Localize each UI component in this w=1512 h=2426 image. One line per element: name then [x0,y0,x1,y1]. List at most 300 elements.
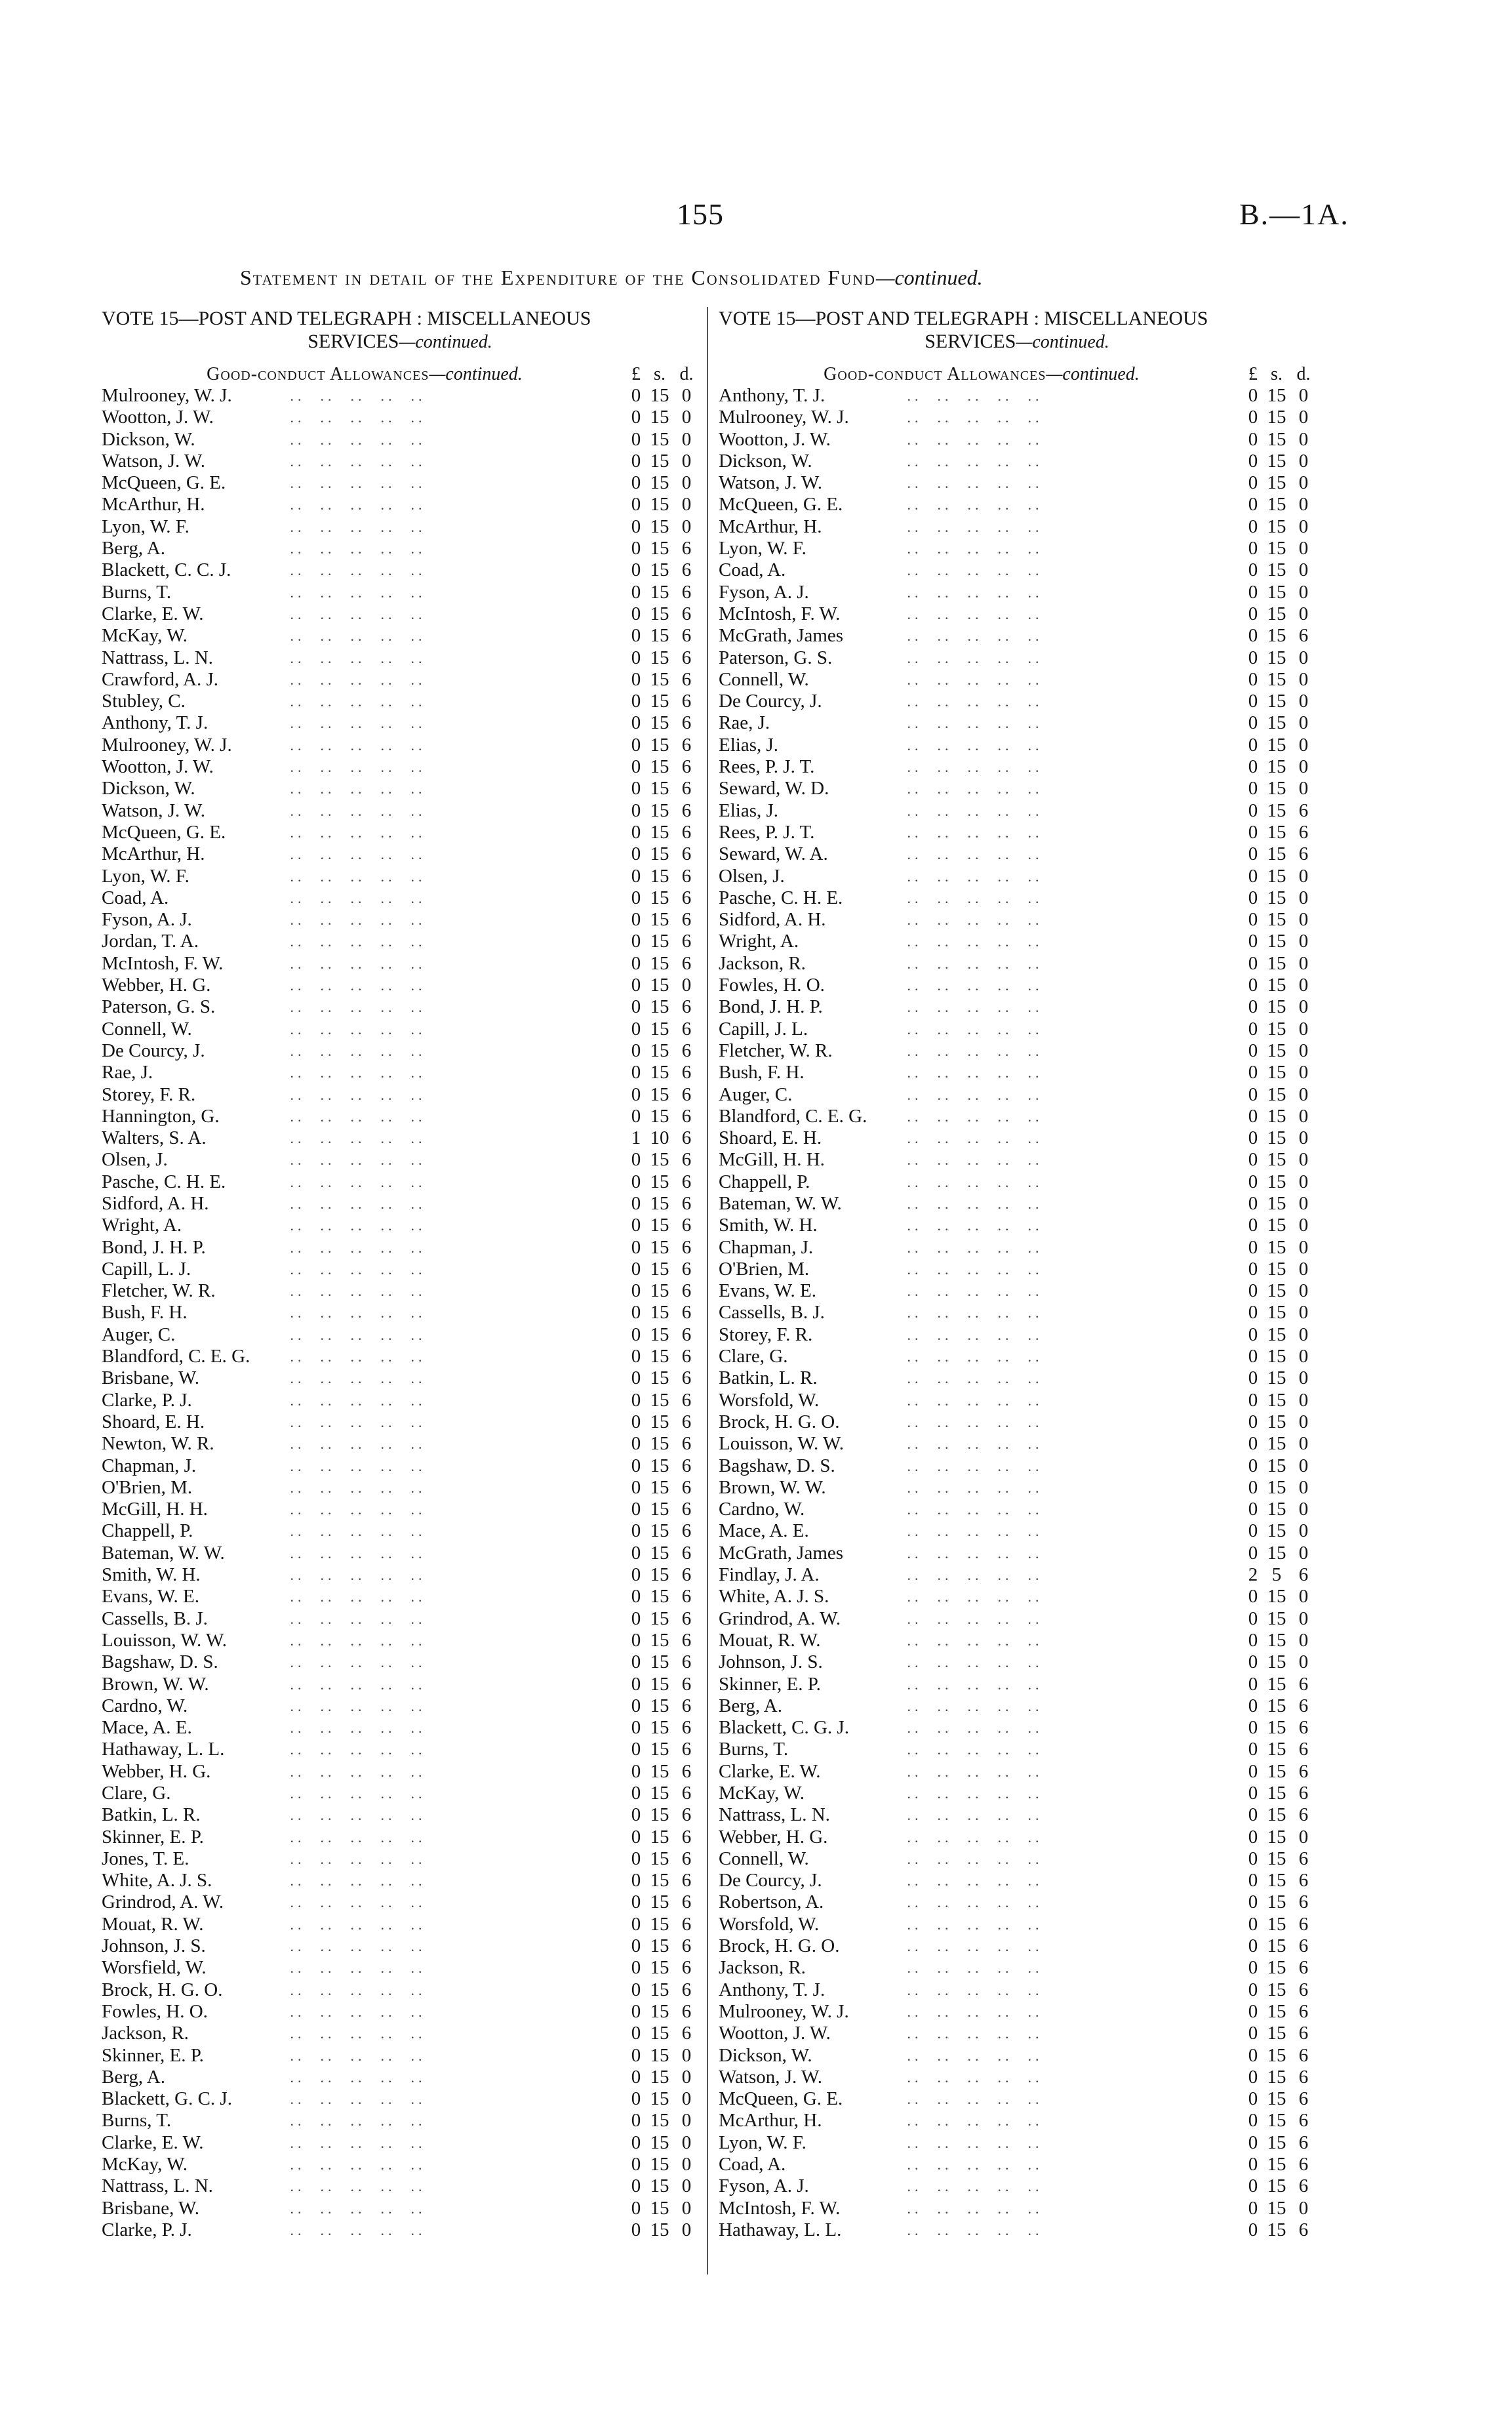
pounds-value: 0 [1248,538,1258,559]
shillings-value: 15 [1267,1476,1286,1498]
table-row [102,472,698,494]
pence-value: 6 [1298,1717,1309,1739]
payee-name: Elias, J. [719,734,779,756]
shillings-value: 15 [1267,1891,1286,1913]
pence-value: 6 [681,1346,692,1367]
table-row [102,2175,698,2197]
pounds-value: 0 [1248,516,1258,537]
table-row [102,2198,698,2219]
pounds-value: 0 [1248,799,1258,821]
payee-name: Mulrooney, W. J. [102,385,232,406]
table-row [719,1259,1315,1280]
pence-value: 0 [681,407,692,428]
pence-value: 0 [681,975,692,996]
pounds-value: 0 [631,1258,641,1280]
pence-value: 6 [681,1389,692,1411]
shillings-value: 15 [650,1760,669,1782]
pence-value: 6 [1298,799,1309,821]
leader-dots: .. .. .. .. .. [283,431,426,448]
shillings-value: 15 [1267,734,1286,756]
shillings-value: 15 [650,1891,669,1913]
pounds-value: 0 [1248,1280,1258,1302]
pence-value: 6 [681,691,692,712]
table-row [719,1390,1315,1411]
payee-name: Clarke, E. W. [719,1760,821,1782]
payee-name: Coad, A. [102,887,169,908]
table-row [719,2219,1315,2241]
payee-name: Brock, H. G. O. [102,1979,223,2000]
pounds-value: 0 [631,1083,641,1105]
table-row [719,625,1315,647]
shillings-value: 15 [1267,2044,1286,2066]
leader-dots: .. .. .. .. .. [283,1676,426,1693]
table-row [719,1608,1315,1630]
table-row [719,1827,1315,1848]
payee-name: Brown, W. W. [102,1673,209,1695]
pounds-value: 0 [631,494,641,516]
leader-dots: .. .. .. .. .. [900,540,1043,557]
leader-dots: .. .. .. .. .. [283,1981,426,1998]
leader-dots: .. .. .. .. .. [900,1676,1043,1693]
payee-name: Fowles, H. O. [719,975,825,996]
pence-value: 0 [681,2110,692,2132]
table-row [102,1914,698,1935]
shillings-value: 15 [650,1389,669,1411]
shillings-value: 15 [1267,1499,1286,1520]
leader-dots: .. .. .. .. .. [900,1807,1043,1824]
leader-dots: .. .. .. .. .. [900,1436,1043,1453]
pence-value: 6 [681,756,692,778]
shillings-value: 15 [650,516,669,537]
table-row [102,407,698,428]
payee-name: Jackson, R. [719,1957,806,1979]
pence-header: d. [679,363,694,384]
pence-value: 0 [1298,1280,1309,1302]
leader-dots: .. .. .. .. .. [900,2178,1043,2195]
payee-name: Fletcher, W. R. [102,1280,216,1302]
leader-dots: .. .. .. .. .. [283,1436,426,1453]
table-row [719,735,1315,756]
shillings-value: 15 [650,1870,669,1891]
shillings-value: 15 [650,1105,669,1127]
table-row [719,1106,1315,1127]
pounds-value: 0 [1248,407,1258,428]
leader-dots: .. .. .. .. .. [900,759,1043,776]
pounds-value: 0 [1248,2175,1258,2197]
pence-value: 0 [1298,385,1309,406]
page-number: 155 [677,197,724,231]
table-row [102,2132,698,2154]
payee-name: Olsen, J. [719,865,785,887]
section-title-text: Good-conduct Allowances [824,363,1046,384]
shillings-value: 15 [1267,1520,1286,1542]
leader-dots: .. .. .. .. .. [900,431,1043,448]
payee-name: Blackett, G. C. J. [102,2088,232,2110]
shillings-value: 15 [1267,668,1286,690]
pence-value: 6 [681,1083,692,1105]
pence-value: 6 [681,1586,692,1607]
pence-value: 6 [681,996,692,1018]
leader-dots: .. .. .. .. .. [900,1195,1043,1212]
leader-dots: .. .. .. .. .. [283,1042,426,1059]
payee-name: Jordan, T. A. [102,931,199,952]
leader-dots: .. .. .. .. .. [283,715,426,732]
leader-dots: .. .. .. .. .. [283,1741,426,1758]
payee-name: Jones, T. E. [102,1848,189,1869]
payee-name: Nattrass, L. N. [102,647,213,668]
table-row [719,1520,1315,1542]
shillings-value: 15 [1267,2154,1286,2175]
pounds-value: 0 [631,1105,641,1127]
leader-dots: .. .. .. .. .. [900,1894,1043,1911]
pounds-value: 0 [631,2197,641,2219]
shillings-value: 15 [650,1542,669,1564]
shillings-value: 15 [650,1739,669,1760]
pence-value: 0 [681,2088,692,2110]
pounds-value: 0 [631,407,641,428]
shillings-value: 15 [650,1302,669,1324]
payee-name: Batkin, L. R. [719,1367,818,1389]
pence-value: 0 [1298,1476,1309,1498]
leader-dots: .. .. .. .. .. [900,1720,1043,1737]
table-row [719,1280,1315,1302]
pounds-value: 0 [631,975,641,996]
payee-name: Mulrooney, W. J. [719,407,849,428]
shillings-value: 15 [1267,472,1286,494]
table-row [719,472,1315,494]
shillings-value: 15 [650,734,669,756]
payee-name: Chapman, J. [719,1236,814,1258]
table-row [719,2088,1315,2110]
pence-value: 6 [681,668,692,690]
pence-value: 0 [1298,712,1309,734]
shillings-value: 15 [650,1040,669,1061]
payee-name: Wootton, J. W. [102,756,214,778]
payee-name: Coad, A. [719,559,786,581]
pence-value: 6 [681,843,692,865]
pence-value: 6 [681,1957,692,1979]
pounds-value: 0 [631,1433,641,1455]
shillings-value: 15 [650,2197,669,2219]
pence-value: 6 [1298,843,1309,865]
payee-name: Mulrooney, W. J. [102,734,232,756]
statement-title-continued: —continued. [876,266,983,289]
leader-dots: .. .. .. .. .. [900,1632,1043,1649]
shillings-value: 15 [1267,1127,1286,1149]
pence-value: 0 [681,450,692,472]
table-row [719,2023,1315,2044]
leader-dots: .. .. .. .. .. [283,2178,426,2195]
pence-value: 0 [1298,1411,1309,1432]
table-row [719,407,1315,428]
pounds-value: 0 [631,472,641,494]
pence-value: 6 [681,1040,692,1061]
pounds-value: 0 [1248,1848,1258,1869]
table-row [102,996,698,1018]
pence-value: 0 [1298,1149,1309,1171]
shillings-value: 15 [1267,1783,1286,1804]
shillings-value: 15 [650,952,669,974]
pence-value: 6 [681,1913,692,1935]
shillings-value: 15 [650,472,669,494]
pounds-value: 0 [1248,1673,1258,1695]
table-row [102,1935,698,1957]
leader-dots: .. .. .. .. .. [283,1130,426,1147]
table-row [102,843,698,865]
shillings-value: 15 [650,1149,669,1171]
payee-name: McGrath, James [719,625,844,647]
pounds-value: 0 [631,1520,641,1542]
section-header-row [719,363,1315,385]
leader-dots: .. .. .. .. .. [283,540,426,557]
leader-dots: .. .. .. .. .. [283,2113,426,2130]
leader-dots: .. .. .. .. .. [283,409,426,426]
payee-name: Bond, J. H. P. [719,996,823,1018]
table-row [102,1891,698,1913]
leader-dots: .. .. .. .. .. [900,1872,1043,1890]
pence-value: 6 [681,1651,692,1673]
payee-name: Lyon, W. F. [102,516,189,537]
pounds-value: 0 [1248,1891,1258,1913]
pounds-value: 0 [1248,1389,1258,1411]
pence-value: 0 [681,2154,692,2175]
shillings-value: 15 [650,385,669,406]
shillings-value: 15 [1267,2219,1286,2240]
pence-value: 6 [1298,2044,1309,2066]
leader-dots: .. .. .. .. .. [283,955,426,972]
leader-dots: .. .. .. .. .. [283,1938,426,1955]
pence-value: 6 [681,1062,692,1083]
payee-name: Wootton, J. W. [719,428,831,450]
table-row [102,1695,698,1717]
pounds-value: 0 [1248,1739,1258,1760]
payee-name: Clare, G. [102,1783,171,1804]
payee-name: Bagshaw, D. S. [102,1651,218,1673]
pence-value: 6 [681,1367,692,1389]
table-row [719,603,1315,625]
pounds-value: 0 [1248,1083,1258,1105]
payee-name: Sidford, A. H. [102,1192,209,1214]
shillings-value: 15 [650,1324,669,1345]
shillings-value: 15 [650,996,669,1018]
payee-name: Hathaway, L. L. [719,2219,842,2240]
pence-value: 0 [1298,1192,1309,1214]
table-row [719,669,1315,691]
shillings-value: 15 [650,1783,669,1804]
table-row [719,1586,1315,1607]
table-row [719,1804,1315,1826]
pence-value: 0 [681,2044,692,2066]
payee-name: McGrath, James [719,1542,844,1564]
leader-dots: .. .. .. .. .. [900,977,1043,994]
payee-name: De Courcy, J. [719,691,822,712]
payee-name: Jackson, R. [719,952,806,974]
shillings-value: 15 [1267,1607,1286,1629]
shillings-value: 15 [1267,559,1286,581]
table-row [719,756,1315,778]
payee-name: McIntosh, F. W. [102,952,224,974]
shillings-value: 15 [650,1171,669,1192]
table-row [102,603,698,625]
pounds-value: 0 [1248,559,1258,581]
table-row [719,451,1315,472]
leader-dots: .. .. .. .. .. [283,2134,426,2151]
pence-value: 0 [1298,756,1309,778]
pounds-value: 0 [631,428,641,450]
pounds-value: 0 [631,996,641,1018]
pounds-value: 0 [631,1149,641,1171]
pounds-value: 0 [631,1673,641,1695]
pounds-value: 0 [1248,1783,1258,1804]
table-row [102,2001,698,2023]
payee-name: Hathaway, L. L. [102,1739,225,1760]
table-row [102,1520,698,1542]
leader-dots: .. .. .. .. .. [283,1567,426,1584]
pence-value: 0 [1298,1258,1309,1280]
shillings-value: 15 [1267,385,1286,406]
pounds-value: 0 [1248,1607,1258,1629]
pounds-value: 0 [1248,1236,1258,1258]
payee-name: Mace, A. E. [102,1717,192,1739]
pounds-value: 0 [631,843,641,865]
table-row [102,559,698,581]
table-row [102,2219,698,2241]
leader-dots: .. .. .. .. .. [900,1326,1043,1343]
shillings-value: 15 [650,909,669,931]
table-row [719,1564,1315,1586]
pounds-value: 0 [1248,1149,1258,1171]
shillings-value: 15 [1267,2132,1286,2153]
pounds-value: 0 [631,647,641,668]
table-row [719,1695,1315,1717]
pounds-value: 0 [1248,1127,1258,1149]
payee-name: Connell, W. [102,1018,192,1040]
payee-name: Johnson, J. S. [102,1935,206,1957]
pounds-value: 0 [631,1389,641,1411]
payee-name: Findlay, J. A. [719,1564,820,1586]
payee-name: Dickson, W. [719,450,812,472]
table-row [719,385,1315,407]
leader-dots: .. .. .. .. .. [283,1697,426,1714]
shillings-value: 15 [650,799,669,821]
leader-dots: .. .. .. .. .. [900,1916,1043,1933]
leader-dots: .. .. .. .. .. [900,1610,1043,1627]
pence-value: 0 [1298,1651,1309,1673]
leader-dots: .. .. .. .. .. [900,780,1043,798]
pence-value: 6 [1298,625,1309,647]
leader-dots: .. .. .. .. .. [900,1741,1043,1758]
shillings-value: 15 [1267,1083,1286,1105]
table-row [102,2045,698,2067]
pounds-value: 0 [1248,1695,1258,1716]
payee-name: McArthur, H. [719,516,822,537]
leader-dots: .. .. .. .. .. [283,1654,426,1671]
table-row [719,1979,1315,2001]
shillings-value: 15 [1267,1848,1286,1869]
table-row [719,1477,1315,1499]
pence-value: 0 [1298,1018,1309,1040]
table-row [719,538,1315,559]
shillings-value: 15 [650,603,669,624]
leader-dots: .. .. .. .. .. [283,1523,426,1540]
leader-dots: .. .. .. .. .. [283,1064,426,1082]
pence-value: 6 [681,1105,692,1127]
pounds-value: 0 [631,778,641,799]
pence-value: 6 [681,559,692,581]
shillings-value: 15 [1267,996,1286,1018]
shillings-value: 15 [1267,1192,1286,1214]
leader-dots: .. .. .. .. .. [900,671,1043,688]
payee-name: Webber, H. G. [102,975,211,996]
leader-dots: .. .. .. .. .. [900,1501,1043,1518]
vote-heading-services: SERVICES [308,331,399,352]
leader-dots: .. .. .. .. .. [283,562,426,579]
leader-dots: .. .. .. .. .. [283,1283,426,1300]
shillings-value: 15 [650,2066,669,2088]
shillings-value: 15 [1267,2197,1286,2219]
shillings-value: 15 [1267,1018,1286,1040]
leader-dots: .. .. .. .. .. [283,605,426,622]
pence-value: 6 [681,1826,692,1848]
pence-value: 6 [681,1848,692,1869]
table-row [719,1062,1315,1083]
table-row [719,2198,1315,2219]
pence-value: 6 [681,1739,692,1760]
pence-value: 6 [681,887,692,908]
leader-dots: .. .. .. .. .. [900,1850,1043,1867]
leader-dots: .. .. .. .. .. [900,2069,1043,2086]
table-row [102,1979,698,2001]
pence-value: 6 [1298,1804,1309,1826]
pence-value: 6 [681,1607,692,1629]
pounds-value: 0 [1248,1040,1258,1061]
leader-dots: .. .. .. .. .. [283,1457,426,1474]
payee-name: McKay, W. [102,625,188,647]
leader-dots: .. .. .. .. .. [283,1632,426,1649]
pounds-value: 0 [631,1826,641,1848]
table-row [719,494,1315,516]
table-row [719,2067,1315,2088]
payee-name: Rae, J. [719,712,770,734]
pence-value: 6 [681,625,692,647]
shillings-value: 15 [650,2023,669,2044]
table-row [102,2110,698,2132]
payee-name: Crawford, A. J. [102,668,219,690]
payee-name: Burns, T. [719,1739,789,1760]
payee-name: Clarke, P. J. [102,1389,192,1411]
payee-name: Dickson, W. [102,778,195,799]
pence-value: 6 [681,1935,692,1957]
leader-dots: .. .. .. .. .. [283,933,426,950]
payee-name: Brock, H. G. O. [719,1935,840,1957]
pence-value: 0 [1298,1542,1309,1564]
payee-name: Wright, A. [719,931,799,952]
payee-name: Bond, J. H. P. [102,1236,206,1258]
pounds-value: 0 [631,1564,641,1586]
pounds-value: 0 [1248,1826,1258,1848]
pounds-value: 0 [631,668,641,690]
pence-value: 0 [681,2219,692,2240]
leader-dots: .. .. .. .. .. [283,977,426,994]
pounds-value: 0 [1248,1455,1258,1476]
payee-name: McKay, W. [102,2154,188,2175]
shillings-value: 15 [650,1586,669,1607]
shillings-value: 15 [650,1848,669,1869]
shillings-value: 15 [650,1346,669,1367]
shillings-value: 15 [1267,581,1286,603]
pounds-value: 0 [631,1062,641,1083]
payee-name: Mulrooney, W. J. [719,2000,849,2022]
